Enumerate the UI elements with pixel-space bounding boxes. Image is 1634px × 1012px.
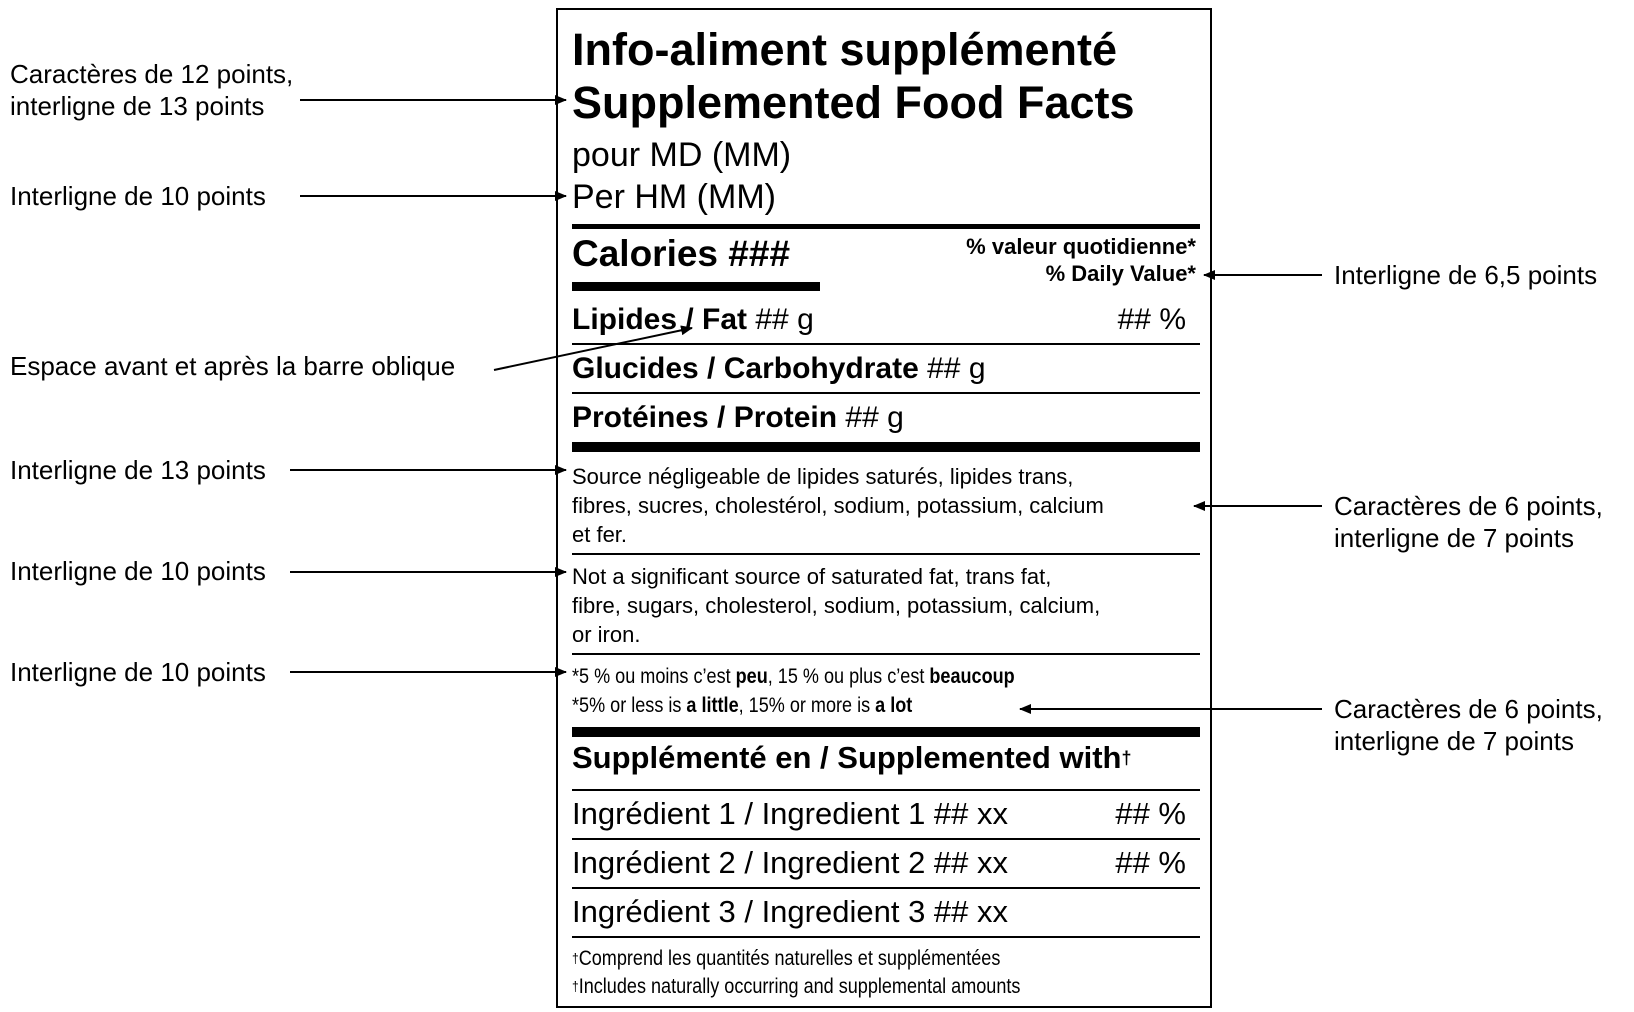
daily-value-en: % Daily Value* bbox=[1045, 261, 1196, 286]
ingredient-row: Ingrédient 2 / Ingredient 2 ## xx ## % bbox=[572, 845, 1186, 880]
ingredient-row: Ingrédient 3 / Ingredient 3 ## xx bbox=[572, 894, 1009, 929]
footnote-en: *5% or less is a little, 15% or more is a lot bbox=[572, 694, 913, 717]
nutrient-amount: ## g bbox=[927, 352, 986, 385]
rule-ingredient-2 bbox=[572, 887, 1200, 889]
rule-serving bbox=[572, 224, 1200, 229]
nutrient-amount: ## g bbox=[755, 303, 814, 336]
rule-footnote bbox=[572, 653, 1200, 655]
nutrient-row-carbohydrate bbox=[572, 351, 1200, 387]
annotation-spacing-10-b: Interligne de 10 points bbox=[10, 657, 266, 687]
dagger-note-fr: †Comprend les quantités naturelles et supplémentées bbox=[572, 947, 1001, 970]
rule-ingredient-3 bbox=[572, 936, 1200, 938]
calories: Calories ### bbox=[572, 233, 791, 274]
not-significant-fr: Source négligeable de lipides saturés, lipides trans, fibres, sucres, cholestérol, sodium, potassium, calcium et fer. bbox=[572, 464, 1104, 547]
ingredient-row: Ingrédient 1 / Ingredient 1 ## xx ## % bbox=[572, 796, 1186, 831]
label-title-en: Supplemented Food Facts bbox=[572, 77, 1135, 128]
annotation-slash-spacing: Espace avant et après la barre oblique bbox=[10, 351, 456, 381]
dagger-mark: † bbox=[1121, 748, 1132, 768]
rule-calories bbox=[572, 282, 820, 291]
footnote-fr: *5 % ou moins c’est peu, 15 % ou plus c’est beaucoup bbox=[572, 665, 1015, 688]
not-significant-en: Not a significant source of saturated fat, trans fat, fibre, sugars, cholesterol, sodium, potassium, calcium, or iron. bbox=[572, 564, 1101, 647]
nutrient-amount: ## g bbox=[845, 401, 904, 434]
nutrition-label bbox=[556, 8, 1212, 1008]
label-title-fr: Info-aliment supplémenté bbox=[572, 24, 1118, 75]
rule-not-significant bbox=[572, 553, 1200, 555]
annotation-title-spec: Caractères de 12 points, interligne de 13 points bbox=[10, 59, 294, 121]
rule-protein bbox=[572, 442, 1200, 452]
nutrient-name: Protéines / Protein bbox=[572, 401, 838, 434]
daily-value-heading bbox=[966, 233, 1196, 287]
annotation-spacing-10-a: Interligne de 10 points bbox=[10, 556, 266, 586]
nutrient-dv: ## % bbox=[1117, 303, 1186, 336]
rule-fat bbox=[572, 343, 1200, 345]
serving-size-fr: pour MD (MM) bbox=[572, 136, 792, 174]
annotation-serving-spacing: Interligne de 10 points bbox=[10, 181, 266, 211]
nutrient-name: Glucides / Carbohydrate bbox=[572, 352, 919, 385]
rule-carbohydrate bbox=[572, 392, 1200, 394]
annotation-dv-spacing: Interligne de 6,5 points bbox=[1334, 260, 1598, 290]
dagger-note-en: †Includes naturally occurring and supplemental amounts bbox=[572, 975, 1021, 998]
annotation-text-spec-1: Caractères de 6 points, interligne de 7 points bbox=[1334, 491, 1603, 553]
daily-value-fr: % valeur quotidienne* bbox=[966, 234, 1196, 259]
nutrient-row-protein bbox=[572, 400, 1200, 436]
nutrient-name: Lipides / Fat bbox=[572, 303, 748, 336]
annotation-spacing-13: Interligne de 13 points bbox=[10, 455, 266, 485]
serving-size-en: Per HM (MM) bbox=[572, 178, 776, 216]
rule-supp-heading bbox=[572, 789, 1200, 791]
rule-ingredient-1 bbox=[572, 838, 1200, 840]
nutrient-row-fat bbox=[572, 302, 1200, 338]
annotation-text-spec-2: Caractères de 6 points, interligne de 7 points bbox=[1334, 694, 1603, 756]
supplemented-heading: Supplémenté en / Supplemented with† bbox=[572, 740, 1132, 775]
rule-supplemented bbox=[572, 727, 1200, 737]
